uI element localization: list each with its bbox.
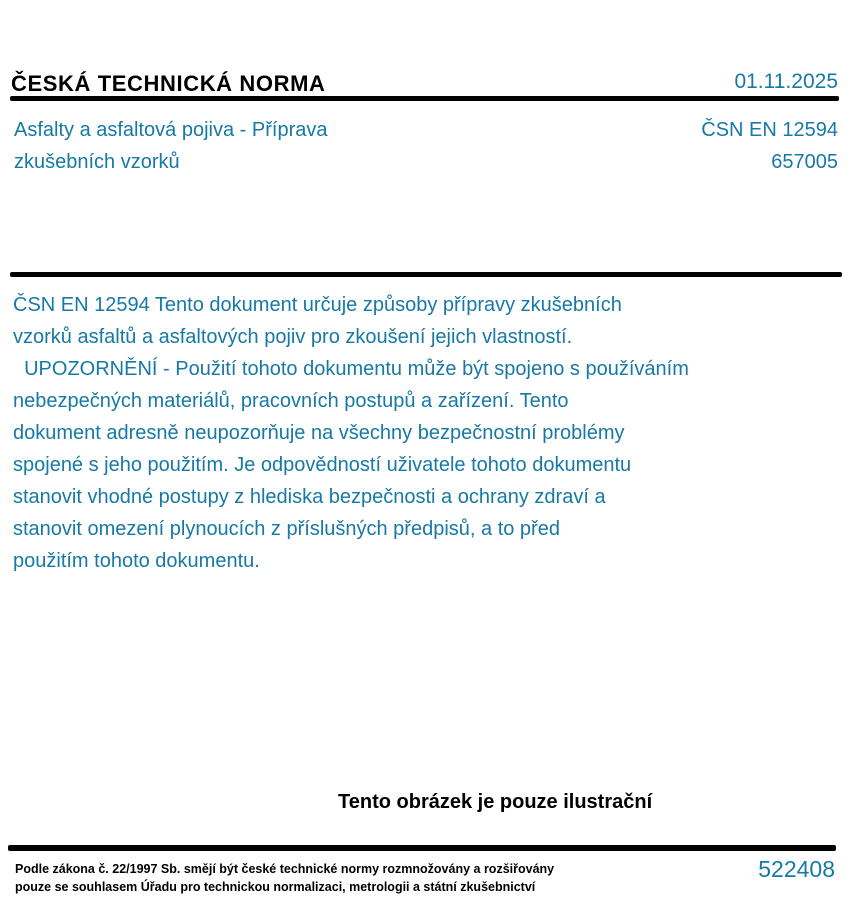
standard-title-line-2: zkušebních vzorků [14,151,180,173]
standard-identifiers [701,114,838,178]
copyright-legal-line-2: pouze se souhlasem Úřadu pro technickou normalizaci, metrologii a státní zkušebnictví [15,880,536,894]
standard-title [14,114,327,178]
abstract-line: stanovit omezení plynoucích z příslušných předpisů, a to před [13,518,560,540]
abstract-line: dokument adresně neupozorňuje na všechny bezpečnostní problémy [13,422,625,444]
order-number: 522408 [758,856,835,882]
illustration-notice: Tento obrázek je pouze ilustrační [338,791,653,813]
abstract-line: nebezpečných materiálů, pracovních postupů a zařízení. Tento [13,390,569,412]
copyright-legal-text [15,860,554,896]
abstract-line: UPOZORNĚNÍ - Použití tohoto dokumentu může být spojeno s používáním [13,358,689,380]
abstract-line: použitím tohoto dokumentu. [13,550,260,572]
standard-code: ČSN EN 12594 [701,119,838,141]
standard-title-line-1: Asfalty a asfaltová pojiva - Příprava [14,119,328,141]
abstract-text [13,289,689,577]
abstract-line: spojené s jeho použitím. Je odpovědností uživatele tohoto dokumentu [13,454,632,476]
standard-class-number: 657005 [771,151,838,173]
footer-divider [8,845,836,851]
page-title: ČESKÁ TECHNICKÁ NORMA [11,71,326,96]
copyright-legal-line-1: Podle zákona č. 22/1997 Sb. smějí být české technické normy rozmnožovány a rozšiřovány [15,862,555,876]
abstract-line: ČSN EN 12594 Tento dokument určuje způsoby přípravy zkušebních [13,294,622,316]
abstract-line: vzorků asfaltů a asfaltových pojiv pro zkoušení jejich vlastností. [13,326,573,348]
header-divider [10,96,839,101]
abstract-line: stanovit vhodné postupy z hlediska bezpečnosti a ochrany zdraví a [13,486,606,508]
abstract-divider [10,272,842,277]
publication-date: 01.11.2025 [734,70,838,93]
